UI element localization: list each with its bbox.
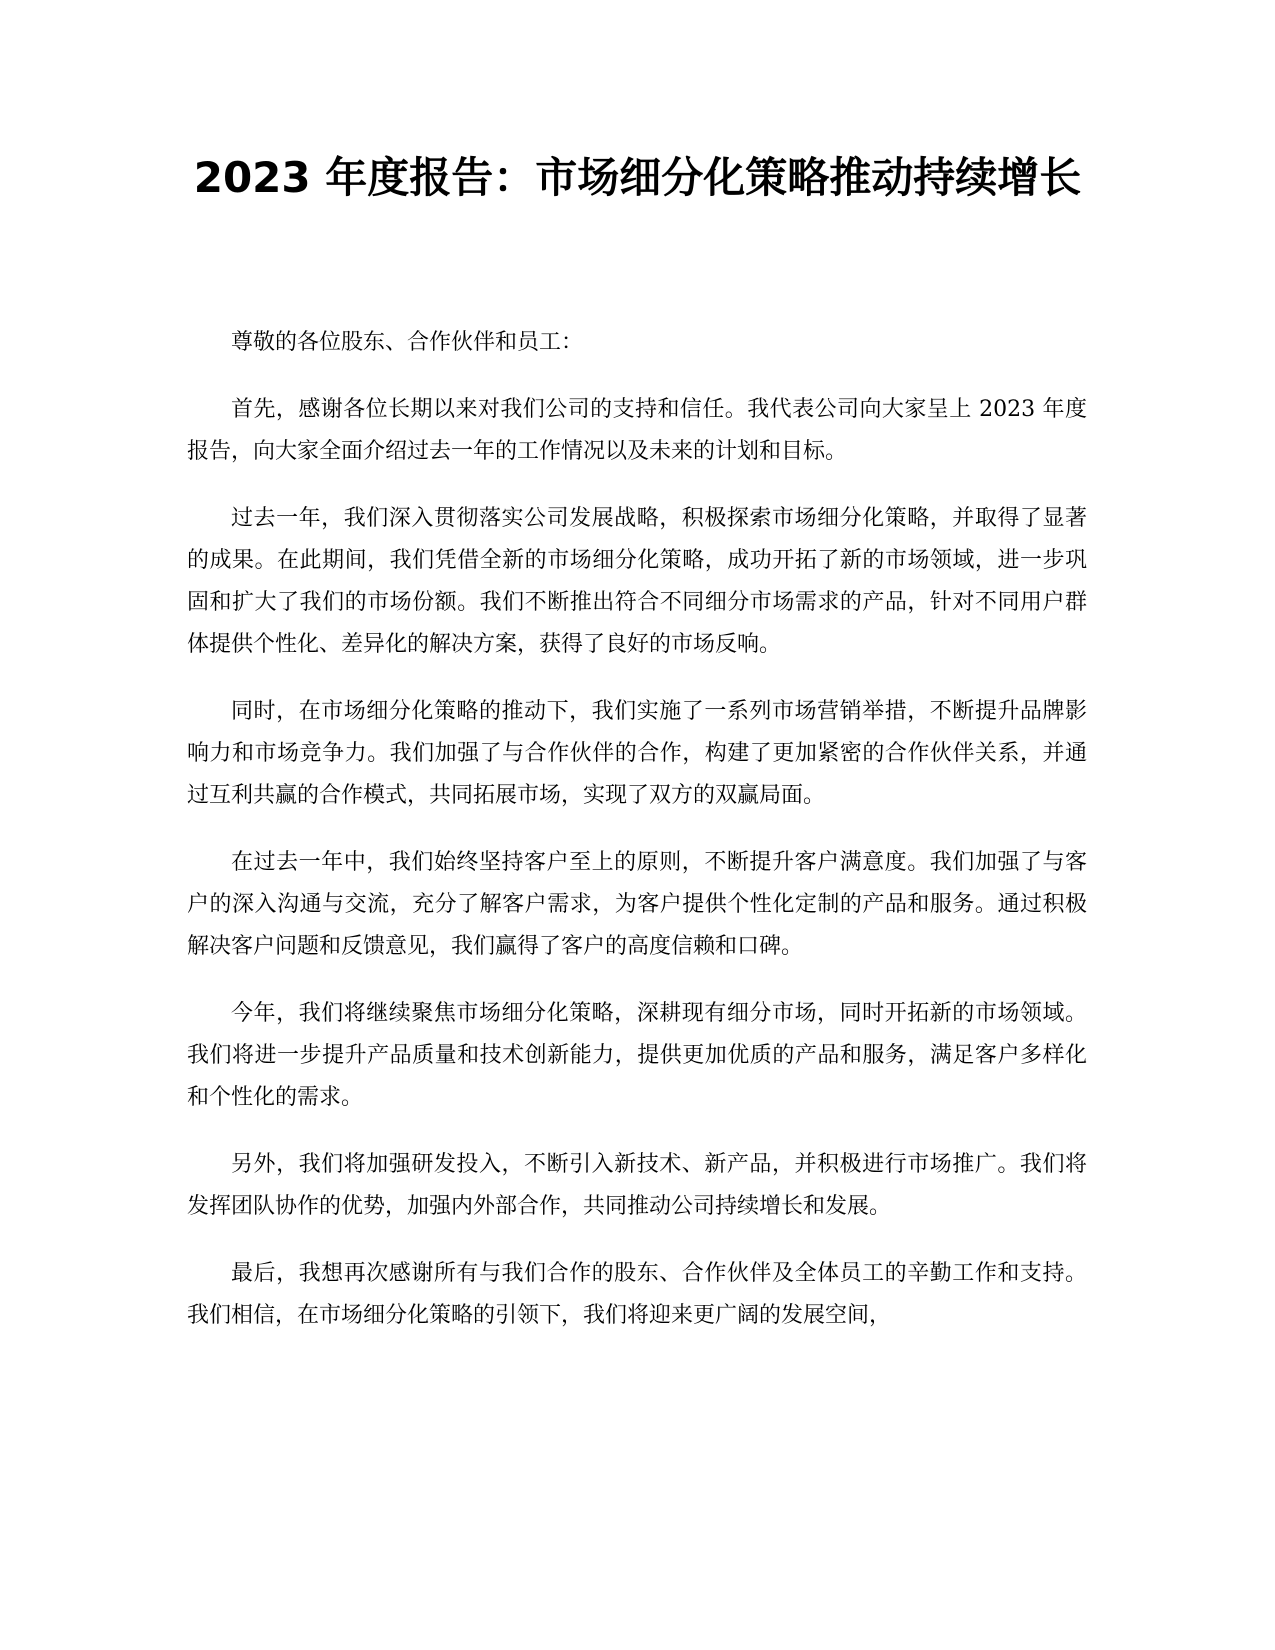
- customer-paragraph: 在过去一年中，我们始终坚持客户至上的原则，不断提升客户满意度。我们加强了与客户的深入沟通与交流，充分了解客户需求，为客户提供个性化定制的产品和服务。通过积极解决客户问题和反馈意见，我们赢得了客户的高度信赖和口碑。: [187, 850, 1087, 959]
- rnd-paragraph: 另外，我们将加强研发投入，不断引入新技术、新产品，并积极进行市场推广。我们将发挥团队协作的优势，加强内外部合作，共同推动公司持续增长和发展。: [187, 1152, 1087, 1219]
- salutation-paragraph: 尊敬的各位股东、合作伙伴和员工：: [231, 330, 584, 355]
- achievements-paragraph: 过去一年，我们深入贯彻落实公司发展战略，积极探索市场细分化策略，并取得了显著的成果。在此期间，我们凭借全新的市场细分化策略，成功开拓了新的市场领域，进一步巩固和扩大了我们的市场份额。我们不断推出符合不同细分市场需求的产品，针对不同用户群体提供个性化、差异化的解决方案，获得了良好的市场反响。: [187, 506, 1087, 657]
- closing-paragraph: 最后，我想再次感谢所有与我们合作的股东、合作伙伴及全体员工的辛勤工作和支持。我们相信，在市场细分化策略的引领下，我们将迎来更广阔的发展空间，: [187, 1261, 1087, 1328]
- document-body: [187, 322, 1087, 1362]
- plans-paragraph: 今年，我们将继续聚焦市场细分化策略，深耕现有细分市场，同时开拓新的市场领域。我们将进一步提升产品质量和技术创新能力，提供更加优质的产品和服务，满足客户多样化和个性化的需求。: [187, 1001, 1087, 1110]
- intro-paragraph: 首先，感谢各位长期以来对我们公司的支持和信任。我代表公司向大家呈上 2023 年度报告，向大家全面介绍过去一年的工作情况以及未来的计划和目标。: [187, 397, 1087, 464]
- marketing-paragraph: 同时，在市场细分化策略的推动下，我们实施了一系列市场营销举措，不断提升品牌影响力和市场竞争力。我们加强了与合作伙伴的合作，构建了更加紧密的合作伙伴关系，并通过互利共赢的合作模式，共同拓展市场，实现了双方的双赢局面。: [187, 699, 1087, 808]
- document-title: 2023 年度报告：市场细分化策略推动持续增长: [193, 153, 1082, 202]
